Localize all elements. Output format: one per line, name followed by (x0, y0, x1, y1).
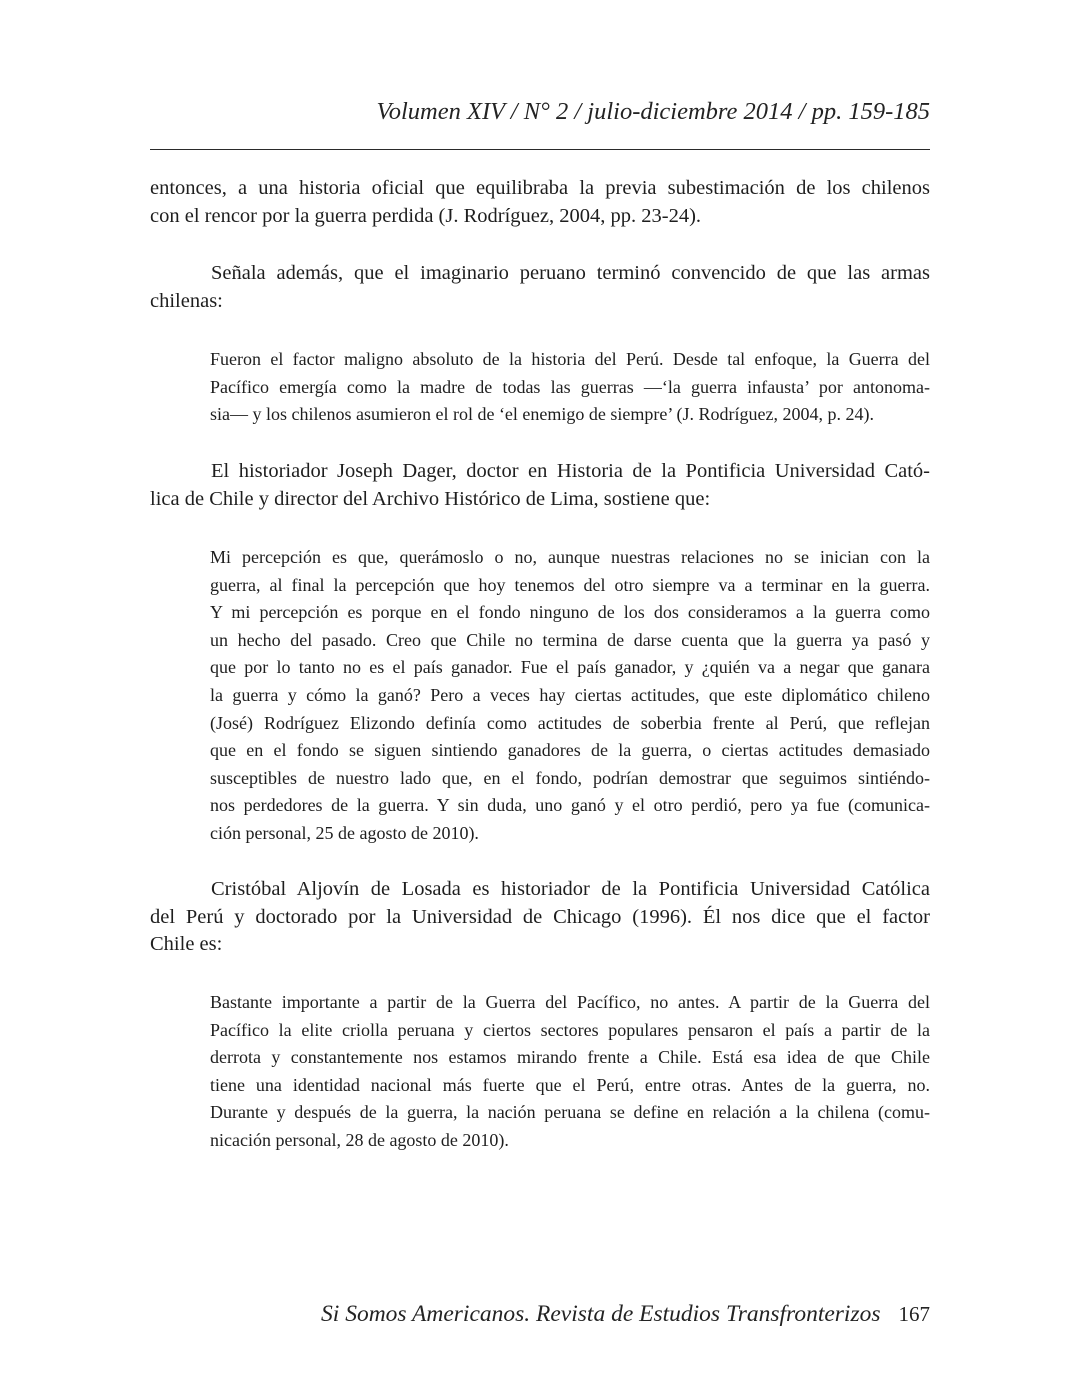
quote-line: que en el fondo se siguen sintiendo ganadores de la guerra, o ciertas actitudes demasiado (210, 740, 930, 761)
quote-line: la guerra y cómo la ganó? Pero a veces hay ciertas actitudes, que este diplomático chileno (210, 684, 930, 705)
page-number: 167 (898, 1302, 930, 1326)
body-paragraph (150, 260, 930, 315)
journal-title: Si Somos Americanos. Revista de Estudios Transfronterizos (321, 1301, 881, 1327)
quote-line: Bastante importante a partir de la Guerra del Pacífico, no antes. A partir de la Guerra del (210, 992, 930, 1012)
text-line: con el rencor por la guerra perdida (J. Rodríguez, 2004, pp. 23-24). (150, 204, 702, 227)
quote-line: Durante y después de la guerra, la nación peruana se define en relación a la chilena (comu- (210, 1102, 930, 1123)
quote-line: derrota y constantemente nos estamos mirando frente a Chile. Está esa idea de que Chile (210, 1047, 930, 1068)
body-paragraph-continuation (150, 175, 930, 230)
quote-line: sia— y los chilenos asumieron el rol de ‘el enemigo de siempre’ (J. Rodríguez, 2004, p. 24). (210, 404, 875, 425)
text-line: chilenas: (150, 289, 223, 312)
quote-line: que por lo tanto no es el país ganador. Fue el país ganador, y ¿quién va a negar que ganara (210, 657, 930, 678)
quote-line: (José) Rodríguez Elizondo definía como actitudes de soberbia frente al Perú, que reflejan (210, 712, 930, 733)
text-line: lica de Chile y director del Archivo Histórico de Lima, sostiene que: (150, 487, 711, 510)
text-line: El historiador Joseph Dager, doctor en Historia de la Pontificia Universidad Cató- (211, 460, 930, 482)
body-paragraph (150, 876, 930, 959)
quote-line: ción personal, 25 de agosto de 2010). (210, 822, 479, 843)
running-footer (150, 1298, 930, 1330)
quote-line: nicación personal, 28 de agosto de 2010). (210, 1129, 509, 1150)
quote-line: guerra, al final la percepción que hoy tenemos del otro siempre va a terminar en la guerra. (210, 574, 930, 595)
quote-line: Mi percepción es que, querámoslo o no, aunque nuestras relaciones no se inician con la (210, 547, 930, 567)
quote-line: Pacífico la elite criolla peruana y ciertos sectores populares pensaron el país a partir de la (210, 1019, 930, 1040)
block-quote (210, 346, 930, 429)
text-line: Señala además, que el imaginario peruano terminó convencido de que las armas (211, 262, 930, 284)
running-header: Volumen XIV / N° 2 / julio-diciembre 2014 / pp. 159-185 (376, 98, 930, 125)
quote-line: susceptibles de nuestro lado que, en el fondo, podrían demostrar que seguimos sintiéndo- (210, 767, 930, 788)
header-rule (150, 149, 930, 150)
text-line: Cristóbal Aljovín de Losada es historiador de la Pontificia Universidad Católica (211, 878, 930, 900)
quote-line: tiene una identidad nacional más fuerte que el Perú, entre otras. Antes de la guerra, no. (210, 1074, 930, 1095)
quote-line: Pacífico emergía como la madre de todas las guerras —‘la guerra infausta’ por antonoma- (210, 376, 930, 397)
text-line: del Perú y doctorado por la Universidad de Chicago (1996). Él nos dice que el factor (150, 905, 930, 928)
quote-line: un hecho del pasado. Creo que Chile no termina de darse cuenta que la guerra ya pasó y (210, 629, 930, 650)
quote-line: Fueron el factor maligno absoluto de la historia del Perú. Desde tal enfoque, la Guerra del (210, 349, 930, 369)
text-line: Chile es: (150, 933, 223, 955)
text-line: entonces, a una historia oficial que equilibraba la previa subestimación de los chilenos (150, 177, 930, 199)
block-quote (210, 544, 930, 848)
body-paragraph (150, 458, 930, 513)
block-quote (210, 989, 930, 1155)
quote-line: Y mi percepción es porque en el fondo ninguno de los dos consideramos a la guerra como (210, 602, 930, 623)
quote-line: nos perdedores de la guerra. Y sin duda, uno ganó y el otro perdió, pero ya fue (comunica- (210, 795, 930, 816)
